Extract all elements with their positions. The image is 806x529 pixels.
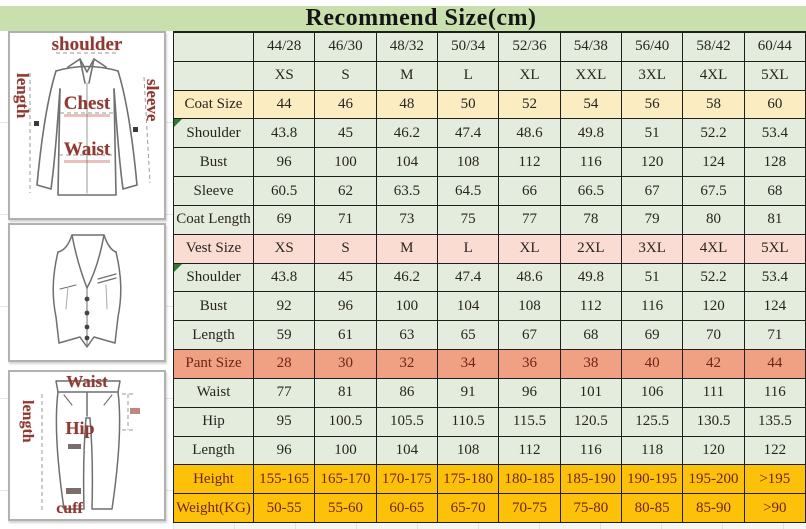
value-cell: 68 — [561, 321, 622, 350]
size-table — [173, 31, 806, 523]
row-label: Length — [174, 321, 254, 350]
value-cell: 65-70 — [438, 494, 499, 523]
value-cell: 63 — [377, 321, 438, 350]
value-cell: L — [438, 235, 499, 264]
value-cell: 170-175 — [377, 465, 438, 494]
jacket-chest-label: Chest — [10, 93, 164, 115]
pants-cuff-label: cuff — [56, 500, 83, 517]
value-cell: 60/44 — [745, 33, 806, 62]
jacket-length-label: length — [13, 73, 32, 119]
value-cell: 155-165 — [254, 465, 315, 494]
value-cell: 46.2 — [377, 264, 438, 293]
value-cell: 60.5 — [254, 177, 315, 206]
pants-length-label: length — [19, 400, 36, 443]
row-label: Bust — [174, 148, 254, 177]
value-cell: 100.5 — [315, 408, 376, 437]
value-cell: 106 — [622, 379, 683, 408]
value-cell: 4XL — [683, 62, 744, 91]
value-cell: 165-170 — [315, 465, 376, 494]
value-cell: 101 — [561, 379, 622, 408]
value-cell: 63.5 — [377, 177, 438, 206]
value-cell: XL — [499, 235, 560, 264]
value-cell: 52/36 — [499, 33, 560, 62]
pants-drawing-icon — [10, 372, 164, 519]
value-cell: 80 — [683, 206, 744, 235]
value-cell: 43.8 — [254, 264, 315, 293]
value-cell: 96 — [315, 292, 376, 321]
value-cell: 2XL — [561, 235, 622, 264]
value-cell: 116 — [622, 292, 683, 321]
row-label: Pant Size — [174, 350, 254, 379]
value-cell: 49.8 — [561, 264, 622, 293]
value-cell: 135.5 — [745, 408, 806, 437]
value-cell: M — [377, 235, 438, 264]
value-cell: 81 — [745, 206, 806, 235]
value-cell: 48.6 — [499, 264, 560, 293]
value-cell: 40 — [622, 350, 683, 379]
value-cell: 78 — [561, 206, 622, 235]
value-cell: 52 — [499, 91, 560, 120]
value-cell: 44 — [745, 350, 806, 379]
value-cell: 58 — [683, 91, 744, 120]
value-cell: 50 — [438, 91, 499, 120]
value-cell: 95 — [254, 408, 315, 437]
value-cell: 48 — [377, 91, 438, 120]
value-cell: XS — [254, 235, 315, 264]
value-cell: 100 — [315, 148, 376, 177]
value-cell: 86 — [377, 379, 438, 408]
value-cell: 51 — [622, 264, 683, 293]
value-cell: 80-85 — [622, 494, 683, 523]
value-cell: 104 — [377, 437, 438, 466]
row-label: Weight(KG) — [174, 494, 254, 523]
value-cell: 34 — [438, 350, 499, 379]
vest-drawing-icon — [10, 225, 164, 360]
value-cell: 68 — [745, 177, 806, 206]
value-cell: 48.6 — [499, 119, 560, 148]
value-cell: 60-65 — [377, 494, 438, 523]
jacket-shoulder-label: shoulder — [51, 34, 123, 55]
value-cell: S — [315, 62, 376, 91]
value-cell: 67 — [499, 321, 560, 350]
value-cell: XL — [499, 62, 560, 91]
value-cell: 54 — [561, 91, 622, 120]
value-cell: 70-75 — [499, 494, 560, 523]
value-cell: >90 — [745, 494, 806, 523]
value-cell: 28 — [254, 350, 315, 379]
value-cell: S — [315, 235, 376, 264]
sheet-bottom-strip — [173, 523, 806, 529]
sketch-panel — [0, 31, 173, 529]
value-cell: 5XL — [745, 235, 806, 264]
value-cell: 96 — [254, 148, 315, 177]
value-cell: 77 — [499, 206, 560, 235]
row-label: Hip — [174, 408, 254, 437]
value-cell: 66 — [499, 177, 560, 206]
value-cell: 56/40 — [622, 33, 683, 62]
page-title: Recommend Size(cm) — [305, 5, 537, 31]
value-cell: 49.8 — [561, 119, 622, 148]
row-label: Coat Size — [174, 91, 254, 120]
value-cell: 96 — [499, 379, 560, 408]
vest-sketch — [8, 223, 166, 362]
value-cell: 195-200 — [683, 465, 744, 494]
value-cell: 3XL — [622, 235, 683, 264]
value-cell: 81 — [315, 379, 376, 408]
value-cell: 56 — [622, 91, 683, 120]
value-cell: 3XL — [622, 62, 683, 91]
value-cell: 55-60 — [315, 494, 376, 523]
value-cell: M — [377, 62, 438, 91]
value-cell: 128 — [745, 148, 806, 177]
value-cell: 108 — [438, 437, 499, 466]
value-cell: 125.5 — [622, 408, 683, 437]
row-label-empty — [174, 33, 254, 62]
value-cell: 50/34 — [438, 33, 499, 62]
row-label: Waist — [174, 379, 254, 408]
value-cell: 116 — [561, 437, 622, 466]
row-label: Sleeve — [174, 177, 254, 206]
value-cell: 46/30 — [315, 33, 376, 62]
value-cell: 112 — [499, 437, 560, 466]
row-label: Height — [174, 465, 254, 494]
value-cell: 53.4 — [745, 119, 806, 148]
value-cell: 36 — [499, 350, 560, 379]
value-cell: 120.5 — [561, 408, 622, 437]
value-cell: 50-55 — [254, 494, 315, 523]
value-cell: 110.5 — [438, 408, 499, 437]
value-cell: 96 — [254, 437, 315, 466]
value-cell: 104 — [377, 148, 438, 177]
value-cell: 180-185 — [499, 465, 560, 494]
row-label-empty — [174, 62, 254, 91]
value-cell: 47.4 — [438, 119, 499, 148]
value-cell: 51 — [622, 119, 683, 148]
value-cell: 46 — [315, 91, 376, 120]
value-cell: 112 — [561, 292, 622, 321]
value-cell: 104 — [438, 292, 499, 321]
value-cell: 111 — [683, 379, 744, 408]
value-cell: 122 — [745, 437, 806, 466]
value-cell: 45 — [315, 119, 376, 148]
value-cell: 185-190 — [561, 465, 622, 494]
value-cell: 130.5 — [683, 408, 744, 437]
value-cell: 47.4 — [438, 264, 499, 293]
value-cell: 75-80 — [561, 494, 622, 523]
value-cell: 79 — [622, 206, 683, 235]
value-cell: 44/28 — [254, 33, 315, 62]
value-cell: 77 — [254, 379, 315, 408]
row-label: Length — [174, 437, 254, 466]
value-cell: 30 — [315, 350, 376, 379]
value-cell: 52.2 — [683, 119, 744, 148]
value-cell: 52.2 — [683, 264, 744, 293]
value-cell: 45 — [315, 264, 376, 293]
value-cell: 91 — [438, 379, 499, 408]
pants-sketch — [8, 370, 166, 521]
value-cell: 64.5 — [438, 177, 499, 206]
value-cell: 115.5 — [499, 408, 560, 437]
value-cell: 60 — [745, 91, 806, 120]
value-cell: XXL — [561, 62, 622, 91]
value-cell: 5XL — [745, 62, 806, 91]
pants-waist-label: Waist — [66, 372, 108, 391]
pants-hip-label: Hip — [65, 418, 95, 438]
value-cell: 65 — [438, 321, 499, 350]
value-cell: 69 — [254, 206, 315, 235]
value-cell: 43.8 — [254, 119, 315, 148]
value-cell: XS — [254, 62, 315, 91]
title-band — [0, 6, 806, 31]
value-cell: 58/42 — [683, 33, 744, 62]
value-cell: 120 — [683, 292, 744, 321]
row-label: Coat Length — [174, 206, 254, 235]
value-cell: 66.5 — [561, 177, 622, 206]
value-cell: 105.5 — [377, 408, 438, 437]
jacket-sleeve-label: sleeve — [143, 79, 162, 122]
value-cell: 120 — [622, 148, 683, 177]
value-cell: 4XL — [683, 235, 744, 264]
jacket-waist-label: Waist — [10, 139, 164, 161]
row-label: Shoulder — [174, 119, 254, 148]
value-cell: 69 — [622, 321, 683, 350]
value-cell: 108 — [499, 292, 560, 321]
value-cell: 32 — [377, 350, 438, 379]
value-cell: 44 — [254, 91, 315, 120]
value-cell: 120 — [683, 437, 744, 466]
value-cell: 116 — [561, 148, 622, 177]
value-cell: 53.4 — [745, 264, 806, 293]
value-cell: 75 — [438, 206, 499, 235]
value-cell: 42 — [683, 350, 744, 379]
row-label: Shoulder — [174, 264, 254, 293]
value-cell: 48/32 — [377, 33, 438, 62]
value-cell: 73 — [377, 206, 438, 235]
value-cell: 116 — [745, 379, 806, 408]
value-cell: 59 — [254, 321, 315, 350]
value-cell: 118 — [622, 437, 683, 466]
value-cell: 67 — [622, 177, 683, 206]
value-cell: 175-180 — [438, 465, 499, 494]
value-cell: 190-195 — [622, 465, 683, 494]
value-cell: 54/38 — [561, 33, 622, 62]
value-cell: 124 — [683, 148, 744, 177]
value-cell: 46.2 — [377, 119, 438, 148]
jacket-drawing-icon — [10, 33, 164, 218]
value-cell: 112 — [499, 148, 560, 177]
value-cell: 100 — [315, 437, 376, 466]
value-cell: 70 — [683, 321, 744, 350]
jacket-sketch — [8, 31, 166, 220]
row-label: Bust — [174, 292, 254, 321]
value-cell: 38 — [561, 350, 622, 379]
value-cell: 61 — [315, 321, 376, 350]
value-cell: 71 — [315, 206, 376, 235]
value-cell: 85-90 — [683, 494, 744, 523]
value-cell: 108 — [438, 148, 499, 177]
value-cell: >195 — [745, 465, 806, 494]
value-cell: 124 — [745, 292, 806, 321]
value-cell: 67.5 — [683, 177, 744, 206]
value-cell: L — [438, 62, 499, 91]
value-cell: 92 — [254, 292, 315, 321]
value-cell: 62 — [315, 177, 376, 206]
value-cell: 71 — [745, 321, 806, 350]
value-cell: 100 — [377, 292, 438, 321]
row-label: Vest Size — [174, 235, 254, 264]
